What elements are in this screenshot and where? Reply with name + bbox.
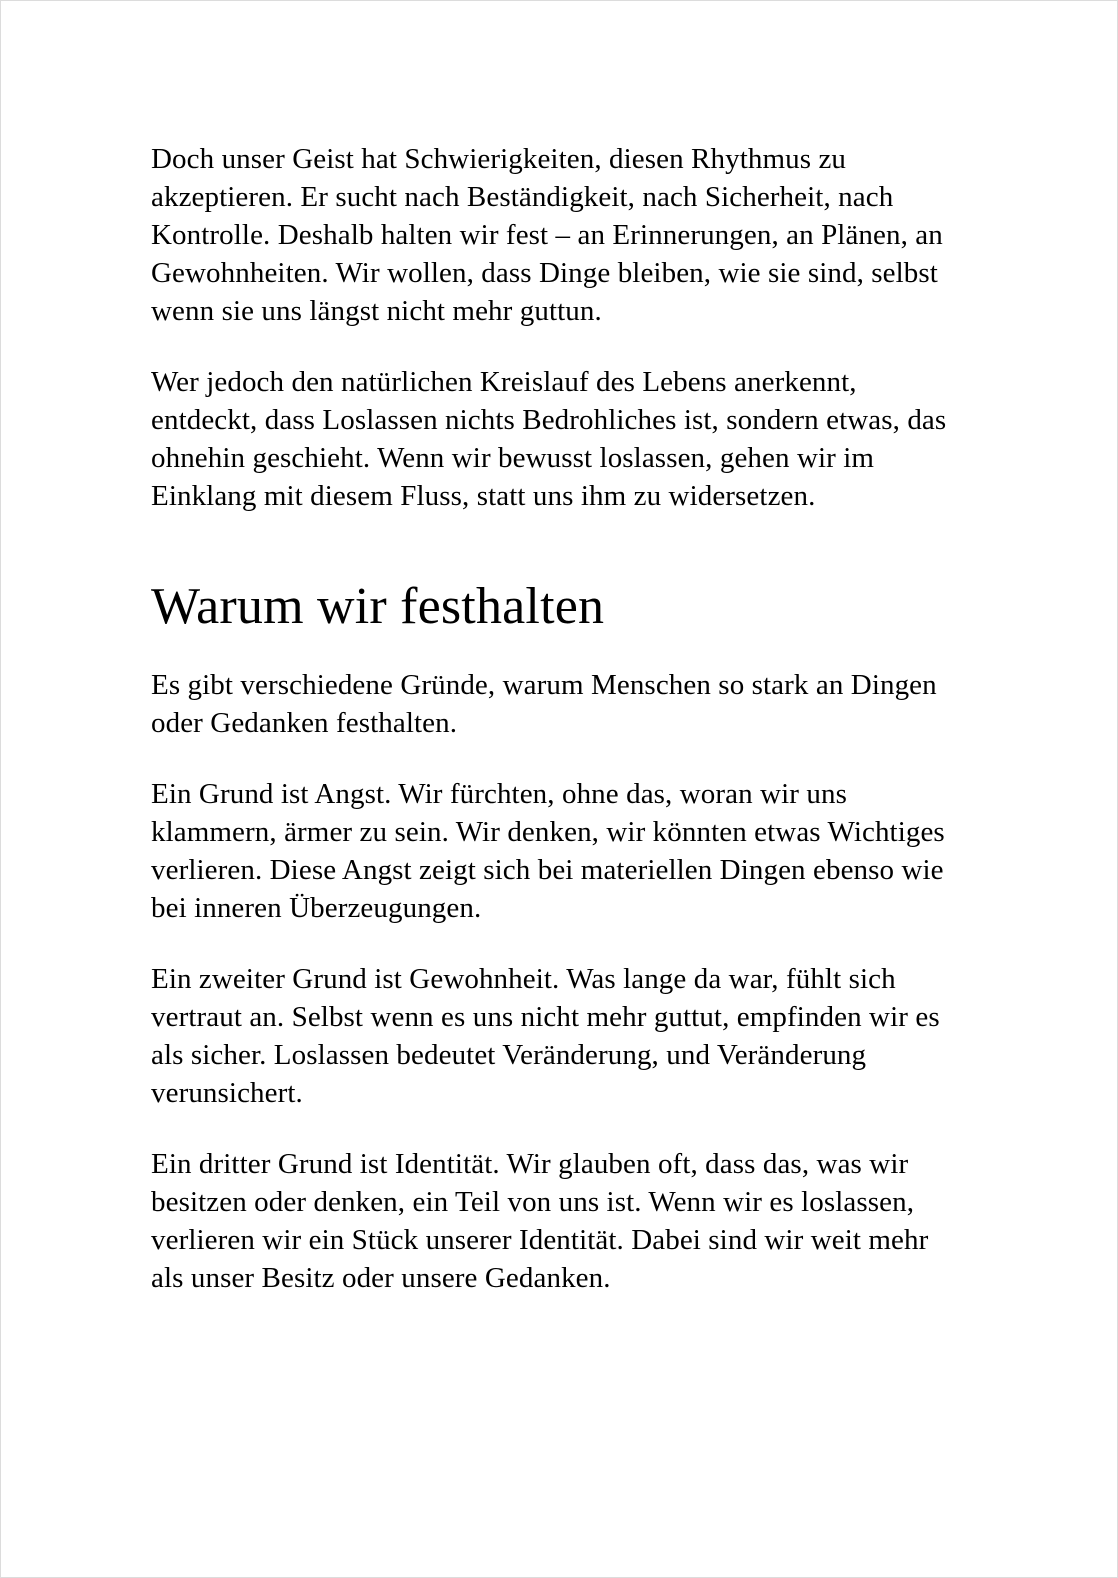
paragraph: Ein zweiter Grund ist Gewohnheit. Was lange da war, fühlt sich vertraut an. Selbst wenn es uns nicht mehr guttut, empfinden wir es als sicher. Loslassen bedeutet Veränderung, und Veränderung verunsichert. bbox=[151, 963, 940, 1109]
paragraph: Doch unser Geist hat Schwierigkeiten, diesen Rhythmus zu akzeptieren. Er sucht nach Beständigkeit, nach Sicherheit, nach Kontrolle. Deshalb halten wir fest – an Erinnerungen, an Plänen, an Gewohnheiten. Wir wollen, dass Dinge bleiben, wie sie sind, selbst wenn sie uns längst nicht mehr guttun. bbox=[151, 143, 943, 327]
paragraph: Es gibt verschiedene Gründe, warum Menschen so stark an Dingen oder Gedanken festhalten. bbox=[151, 669, 937, 739]
paragraph: Ein dritter Grund ist Identität. Wir glauben oft, dass das, was wir besitzen oder denken, ein Teil von uns ist. Wenn wir es loslassen, verlieren wir ein Stück unserer Identität. Dabei sind wir weit mehr als unser Besitz oder unsere Gedanken. bbox=[151, 1148, 929, 1294]
section-heading: Warum wir festhalten bbox=[151, 578, 605, 635]
paragraph: Ein Grund ist Angst. Wir fürchten, ohne das, woran wir uns klammern, ärmer zu sein. Wir denken, wir könnten etwas Wichtiges verlieren. Diese Angst zeigt sich bei materiellen Dingen ebenso wie bei inneren Überzeugungen. bbox=[151, 778, 945, 924]
paragraph: Wer jedoch den natürlichen Kreislauf des Lebens anerkennt, entdeckt, dass Loslassen nichts Bedrohliches ist, sondern etwas, das ohnehin geschieht. Wenn wir bewusst loslassen, gehen wir im Einklang mit diesem Fluss, statt uns ihm zu widersetzen. bbox=[151, 366, 947, 512]
document-content bbox=[1, 1, 1117, 1297]
